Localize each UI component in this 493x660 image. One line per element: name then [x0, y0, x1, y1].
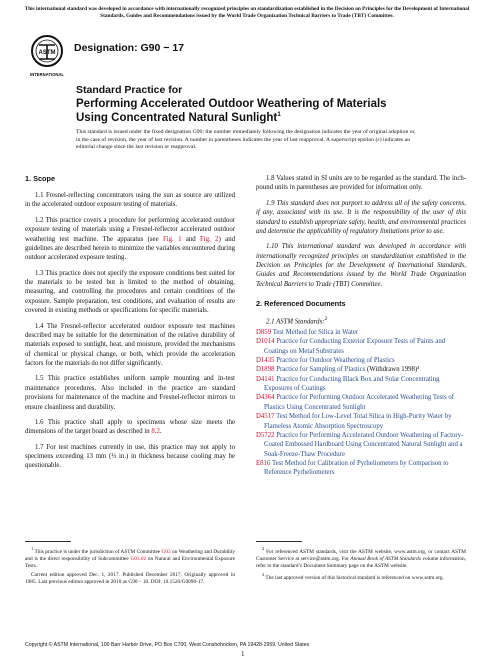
committee-g03-link[interactable]: G03 [161, 548, 171, 555]
footnote-3: $^3$ The last approved version of this historical standard is referenced on www.astm.org. [262, 571, 444, 581]
paragraph-1-10: 1.10 This international standard was developed in accordance with internationally recognized principles on standardization established in the Decision on Principles for the Development of International Standards, Guides and Recommendations issued by the World Trade Organization Technical Barriers to Trade (TBT) Committee. [256, 243, 466, 288]
left-column [25, 174, 235, 477]
footnotes-right [256, 546, 466, 584]
reference-item[interactable]: D5722 Practice for Performing Accelerated Outdoor Weathering of Factory-Coated Embossed Hardboard Using Concentrated Natural Sunlight and a Soak-Freeze-Thaw Procedure [256, 431, 464, 458]
reference-item[interactable]: D859 Test Method for Silica in Water [256, 328, 359, 336]
reference-item[interactable]: D4364 Practice for Performing Outdoor Accelerated Weathering Tests of Plastics Using Concentrated Sunlight [256, 394, 455, 411]
footnote-1: $^1$ This practice is under the jurisdiction of ASTM Committee G03 on Weathering and Durability and is the direct responsibility of Subcommittee G03.02 on Natural and Environmental Exposure Tests. [25, 546, 236, 569]
standard-designation-note: This standard is issued under the fixed designation G90; the number immediately following the designation indicates the year of original adoption or, in the case of revision, the year of last revision. A number in parentheses indicates the year of last reapproval. A superscript epsilon (ε) indicates an editorial change since the last revision or reapproval. [76, 129, 416, 151]
subcommittee-g03-02-link[interactable]: G03.02 [130, 555, 147, 562]
footnote-2: $^2$ For referenced ASTM standards, visit the ASTM website, www.astm.org, or contact ASTM Customer Service at service@astm.org. For Annual Book of ASTM Standards volume information, refer to the standard’s Document Summary page on the ASTM website. [256, 546, 466, 569]
reference-item[interactable]: D1435 Practice for Outdoor Weathering of Plastics [256, 356, 395, 364]
paragraph-1-1: 1.1 Fresnel-reflecting concentrators using the sun as source are utilized in the accelerated outdoor exposure testing of materials. [25, 192, 235, 209]
reference-item[interactable]: D1014 Practice for Conducting Exterior Exposure Tests of Paints and Coatings on Metal Substrates [256, 338, 446, 355]
designation-label: Designation: G90 − 17 [74, 42, 184, 54]
paragraph-1-2: 1.2 This practice covers a procedure for performing accelerated outdoor exposure testing of materials using a Fresnel-reflector accelerated outdoor weathering test machine. The apparatus (see Fig. 1 and Fig. 2) and guidelines are described herein to minimize the variables encountered during outdoor accelerated exposure testing. [25, 216, 235, 262]
right-column [256, 174, 466, 478]
astm-standards-subheading: 2.1 ASTM Standards:$^2$ [266, 316, 328, 326]
paragraph-1-7: 1.7 For test machines currently in use, this practice may not apply to specimens exceeding 13 mm (½ in.) in thickness because cooling may be questionable. [25, 443, 235, 470]
copyright-line: Copyright © ASTM International, 100 Barr Harbor Drive, PO Box C700, West Conshohocken, PA 19428-2959. United States [25, 642, 310, 648]
astm-logo-icon [30, 34, 64, 80]
paragraph-1-8: 1.8 Values stated in SI units are to be regarded as the standard. The inch-pound units in parentheses are provided for information only. [256, 175, 466, 192]
footnote-divider-right [256, 541, 302, 542]
document-title [76, 84, 416, 125]
paragraph-1-4: 1.4 The Fresnel-reflector accelerated outdoor exposure test machines described may be suitable for the determination of the relative durability of materials exposed to sunlight, heat, and moisture, provided the mechanisms of chemical or physical change, or both, which provide the acceleration factors for the materials do not differ significantly. [25, 322, 235, 368]
reference-item[interactable]: D1898 Practice for Sampling of Plastics (Withdrawn 1998)³ [256, 366, 420, 374]
svg-text:ASTM: ASTM [38, 50, 56, 56]
reference-item[interactable]: D4141 Practice for Conducting Black Box and Solar Concentrating Exposures of Coatings [256, 375, 440, 393]
footnote-1-edition: Current edition approved Dec. 1, 2017. Published December 2017. Originally approved in 1985. Last previous edition approved in 2010 as G90 – 10. DOI: 10.1520/G0090-17. [25, 571, 235, 585]
paragraph-1-6: 1.6 This practice shall apply to specimens whose size meets the dimensions of the target board as described in 8.2. [25, 418, 235, 436]
footnote-2-mark[interactable]: 2 [324, 316, 328, 323]
figure-1-link[interactable]: Fig. 1 [162, 235, 182, 243]
title-footnote-mark[interactable]: 1 [277, 110, 281, 118]
paragraph-1-9: 1.9 This standard does not purport to address all of the safety concerns, if any, associated with its use. It is the responsibility of the user of this standard to establish appropriate safety, health, and environmental practices and determine the applicability of regulatory limitations prior to use. [256, 199, 466, 235]
title-line-3: Using Concentrated Natural Sunlight$^1$ [76, 110, 281, 124]
figure-2-link[interactable]: Fig. 2 [200, 235, 219, 243]
paragraph-1-3: 1.3 This practice does not specify the exposure conditions best suited for the materials to be tested but is limited to the method of obtaining, measuring, and controlling the procedures and certain conditions of the exposure. Sample preparation, test conditions, and evaluation of results are covered in existing methods or specifications for specific materials. [25, 269, 235, 315]
referenced-documents-heading: 2. Referenced Documents [256, 299, 346, 309]
reference-item[interactable]: D4517 Test Method for Low-Level Total Silica in High-Purity Water by Flameless Atomic Absorption Spectroscopy [256, 413, 452, 430]
svg-text:INTERNATIONAL: INTERNATIONAL [30, 72, 64, 77]
international-standard-notice: This international standard was developed in accordance with internationally recognized principles on standardization established in the Decision on Principles for the Development of International Standards, Guides and Recommendations issued by the World Trade Organization Technical Barriers to Trade (TBT) Committee. [24, 6, 470, 19]
scope-heading: 1. Scope [25, 174, 56, 183]
footnote-divider-left [25, 541, 71, 542]
title-line-1: Standard Practice for [76, 84, 183, 96]
paragraph-1-5: 1.5 This practice establishes uniform sample mounting and in-test maintenance procedures. Also included in the practice are standard provisions for maintenance of the machine and Fresnel-reflector mirrors to ensure cleanliness and durability. [25, 375, 235, 411]
reference-item[interactable]: E816 Test Method for Calibration of Pyrheliometers by Comparison to Reference Pyrheliometers [256, 460, 449, 477]
section-8-2-link[interactable]: 8.2 [151, 428, 160, 436]
reference-list [256, 316, 466, 478]
title-line-2: Performing Accelerated Outdoor Weathering of Materials [76, 97, 387, 110]
footnotes-left [25, 546, 235, 588]
page-number: 1 [241, 650, 245, 658]
